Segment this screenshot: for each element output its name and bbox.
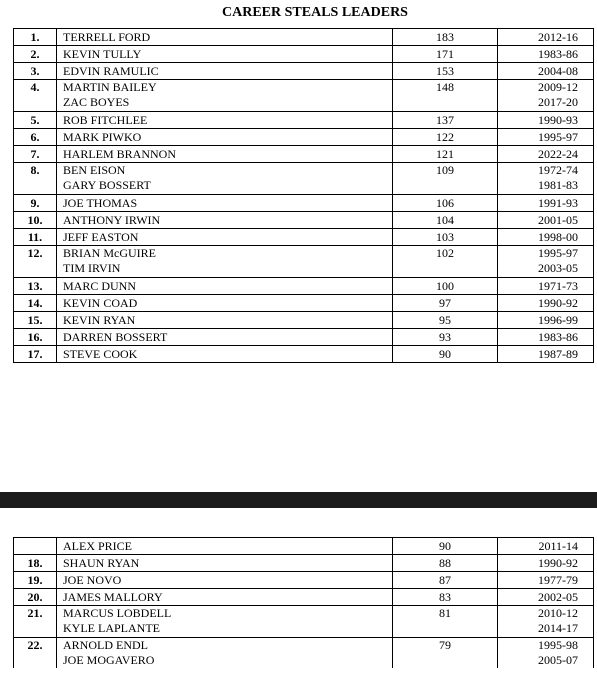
rank-text: 3. [30, 64, 40, 78]
steals-text: 153 [436, 64, 454, 78]
player-name-text: GARY BOSSERT [63, 178, 151, 192]
rank-text: 2. [30, 47, 40, 61]
rank-cell [14, 346, 57, 363]
table-row [14, 212, 594, 229]
rank-cell [14, 295, 57, 312]
steals-cell [393, 346, 498, 363]
steals-cell [393, 538, 498, 555]
years-text: 2005-07 [538, 653, 578, 667]
rank-cell [14, 638, 57, 670]
rank-cell [14, 129, 57, 146]
table-row [14, 312, 594, 329]
steals-text: 93 [439, 330, 451, 344]
years-cell [498, 295, 594, 312]
years-text: 1971-73 [538, 279, 578, 293]
player-name-cell [57, 46, 393, 63]
years-text: 2010-12 [538, 606, 578, 620]
player-name-text: KYLE LAPLANTE [63, 621, 160, 635]
years-cell [498, 163, 594, 195]
steals-cell [393, 246, 498, 278]
steals-text: 95 [439, 313, 451, 327]
years-cell [498, 46, 594, 63]
years-cell [498, 63, 594, 80]
player-name-text: KEVIN TULLY [63, 47, 142, 61]
steals-text: 102 [436, 246, 454, 260]
years-text: 1990-93 [538, 113, 578, 127]
rank-cell [14, 329, 57, 346]
rank-text: 20. [27, 590, 43, 604]
table-row [14, 129, 594, 146]
steals-text: 137 [436, 113, 454, 127]
steals-text: 81 [439, 606, 451, 620]
table-row [14, 63, 594, 80]
player-name-text: HARLEM BRANNON [63, 147, 177, 161]
steals-cell [393, 589, 498, 606]
player-name-text: TERRELL FORD [63, 30, 151, 44]
table-row [14, 606, 594, 638]
player-name-text: ARNOLD ENDL [63, 638, 148, 652]
player-name-cell [57, 112, 393, 129]
years-cell [498, 112, 594, 129]
years-cell [498, 606, 594, 638]
years-text: 1983-86 [538, 330, 578, 344]
steals-text: 122 [436, 130, 454, 144]
player-name-text: ANTHONY IRWIN [63, 213, 161, 227]
years-text: 2017-20 [538, 95, 578, 109]
rank-cell [14, 146, 57, 163]
rank-cell [14, 229, 57, 246]
table-row [14, 329, 594, 346]
steals-cell [393, 163, 498, 195]
years-cell [498, 80, 594, 112]
years-cell [498, 538, 594, 555]
rank-cell [14, 538, 57, 555]
rank-cell [14, 112, 57, 129]
steals-text: 90 [439, 539, 451, 553]
years-cell [498, 312, 594, 329]
years-text: 1983-86 [538, 47, 578, 61]
rank-text: 19. [27, 573, 43, 587]
player-name-text: JOE THOMAS [63, 196, 138, 210]
years-text: 1990-92 [538, 556, 578, 570]
rank-text: 17. [27, 347, 43, 361]
table-row [14, 80, 594, 112]
rank-cell [14, 572, 57, 589]
player-name-text: ROB FITCHLEE [63, 113, 148, 127]
rank-cell [14, 278, 57, 295]
rank-text: 6. [30, 130, 40, 144]
player-name-text: TIM IRVIN [63, 261, 121, 275]
player-name-cell [57, 63, 393, 80]
years-cell [498, 212, 594, 229]
years-text: 2014-17 [538, 621, 578, 635]
years-text: 1987-89 [538, 347, 578, 361]
steals-cell [393, 638, 498, 670]
rank-cell [14, 555, 57, 572]
table-row [14, 278, 594, 295]
player-name-text: BRIAN McGUIRE [63, 246, 156, 260]
years-cell [498, 195, 594, 212]
rank-cell [14, 80, 57, 112]
player-name-text: ALEX PRICE [63, 539, 132, 553]
years-cell [498, 29, 594, 46]
player-name-cell [57, 295, 393, 312]
player-name-text: MARCUS LOBDELL [63, 606, 172, 620]
player-name-text: ZAC BOYES [63, 95, 130, 109]
steals-cell [393, 80, 498, 112]
player-name-cell [57, 312, 393, 329]
rank-cell [14, 212, 57, 229]
rank-text: 10. [27, 213, 43, 227]
steals-cell [393, 112, 498, 129]
player-name-cell [57, 589, 393, 606]
table-row [14, 163, 594, 195]
years-text: 1996-99 [538, 313, 578, 327]
steals-cell [393, 46, 498, 63]
player-name-cell [57, 278, 393, 295]
years-cell [498, 246, 594, 278]
steals-text: 100 [436, 279, 454, 293]
player-name-text: SHAUN RYAN [63, 556, 140, 570]
rank-text: 14. [27, 296, 43, 310]
years-cell [498, 129, 594, 146]
page-divider-band [0, 492, 597, 508]
steals-text: 171 [436, 47, 454, 61]
steals-cell [393, 29, 498, 46]
rank-cell [14, 29, 57, 46]
steals-cell [393, 555, 498, 572]
rank-cell [14, 63, 57, 80]
years-cell [498, 329, 594, 346]
player-name-cell [57, 80, 393, 112]
player-name-text: MARK PIWKO [63, 130, 142, 144]
player-name-text: STEVE COOK [63, 347, 138, 361]
years-cell [498, 572, 594, 589]
years-cell [498, 555, 594, 572]
steals-text: 109 [436, 163, 454, 177]
player-name-cell [57, 555, 393, 572]
table-row [14, 538, 594, 555]
page-title: CAREER STEALS LEADERS [222, 5, 408, 20]
steals-cell [393, 606, 498, 638]
years-cell [498, 638, 594, 670]
years-cell [498, 346, 594, 363]
steals-cell [393, 278, 498, 295]
steals-cell [393, 229, 498, 246]
years-text: 2022-24 [538, 147, 578, 161]
rank-text: 7. [30, 147, 40, 161]
player-name-cell [57, 212, 393, 229]
rank-text: 5. [30, 113, 40, 127]
steals-leaders-table-continued [13, 537, 594, 670]
steals-cell [393, 329, 498, 346]
table-row [14, 589, 594, 606]
years-text: 2011-14 [538, 539, 578, 553]
steals-text: 88 [439, 556, 451, 570]
table-row [14, 112, 594, 129]
player-name-cell [57, 329, 393, 346]
years-text: 2002-05 [538, 590, 578, 604]
rank-text: 13. [27, 279, 43, 293]
years-text: 1977-79 [538, 573, 578, 587]
rank-text: 16. [27, 330, 43, 344]
steals-cell [393, 195, 498, 212]
rank-text: 12. [27, 246, 43, 260]
player-name-text: JAMES MALLORY [63, 590, 163, 604]
steals-text: 104 [436, 213, 454, 227]
rank-cell [14, 606, 57, 638]
years-text: 1995-97 [538, 246, 578, 260]
player-name-cell [57, 163, 393, 195]
player-name-text: KEVIN RYAN [63, 313, 136, 327]
table-row [14, 346, 594, 363]
table-row [14, 146, 594, 163]
rank-text: 21. [27, 606, 43, 620]
rank-cell [14, 589, 57, 606]
table-row [14, 195, 594, 212]
player-name-cell [57, 572, 393, 589]
table-body [14, 29, 594, 363]
rank-cell [14, 246, 57, 278]
player-name-cell [57, 146, 393, 163]
years-text: 1995-97 [538, 130, 578, 144]
player-name-cell [57, 246, 393, 278]
years-text: 2004-08 [538, 64, 578, 78]
player-name-cell [57, 606, 393, 638]
steals-text: 83 [439, 590, 451, 604]
rank-text: 15. [27, 313, 43, 327]
years-text: 2012-16 [538, 30, 578, 44]
steals-cell [393, 212, 498, 229]
player-name-text: DARREN BOSSERT [63, 330, 168, 344]
player-name-cell [57, 538, 393, 555]
steals-cell [393, 63, 498, 80]
player-name-cell [57, 29, 393, 46]
steals-leaders-table [13, 28, 594, 363]
rank-cell [14, 312, 57, 329]
years-text: 1991-93 [538, 196, 578, 210]
table-row [14, 555, 594, 572]
steals-cell [393, 312, 498, 329]
years-text: 1981-83 [538, 178, 578, 192]
player-name-text: EDVIN RAMULIC [63, 64, 159, 78]
steals-cell [393, 572, 498, 589]
player-name-text: MARTIN BAILEY [63, 80, 157, 94]
table-body [14, 538, 594, 670]
table-row [14, 46, 594, 63]
steals-text: 183 [436, 30, 454, 44]
table-row [14, 29, 594, 46]
years-text: 2009-12 [538, 80, 578, 94]
table-row [14, 246, 594, 278]
table-row [14, 229, 594, 246]
steals-text: 106 [436, 196, 454, 210]
steals-text: 90 [439, 347, 451, 361]
years-cell [498, 146, 594, 163]
rank-text: 11. [27, 230, 43, 244]
rank-text [14, 538, 56, 554]
steals-text: 79 [439, 638, 451, 652]
player-name-cell [57, 129, 393, 146]
player-name-text: JEFF EASTON [63, 230, 139, 244]
years-text: 1990-92 [538, 296, 578, 310]
steals-text: 148 [436, 80, 454, 94]
page-bottom-edge [0, 668, 597, 673]
steals-cell [393, 295, 498, 312]
years-cell [498, 229, 594, 246]
years-cell [498, 589, 594, 606]
rank-cell [14, 163, 57, 195]
player-name-cell [57, 346, 393, 363]
rank-text: 1. [30, 30, 40, 44]
years-cell [498, 278, 594, 295]
steals-cell [393, 129, 498, 146]
player-name-text: JOE MOGAVERO [63, 653, 155, 667]
rank-cell [14, 195, 57, 212]
rank-text: 22. [27, 638, 43, 652]
player-name-text: KEVIN COAD [63, 296, 138, 310]
rank-text: 9. [30, 196, 40, 210]
rank-text: 18. [27, 556, 43, 570]
player-name-text: MARC DUNN [63, 279, 137, 293]
steals-text: 103 [436, 230, 454, 244]
steals-cell [393, 146, 498, 163]
rank-cell [14, 46, 57, 63]
years-text: 1998-00 [538, 230, 578, 244]
years-text: 1972-74 [538, 163, 578, 177]
player-name-text: BEN EISON [63, 163, 126, 177]
years-text: 2003-05 [538, 261, 578, 275]
rank-text: 4. [30, 80, 40, 94]
player-name-cell [57, 229, 393, 246]
table-row [14, 295, 594, 312]
years-text: 1995-98 [538, 638, 578, 652]
table-row [14, 572, 594, 589]
player-name-text: JOE NOVO [63, 573, 122, 587]
steals-text: 97 [439, 296, 451, 310]
table-row [14, 638, 594, 670]
years-text: 2001-05 [538, 213, 578, 227]
rank-text: 8. [30, 163, 40, 177]
steals-text: 121 [436, 147, 454, 161]
steals-text: 87 [439, 573, 451, 587]
player-name-cell [57, 195, 393, 212]
player-name-cell [57, 638, 393, 670]
